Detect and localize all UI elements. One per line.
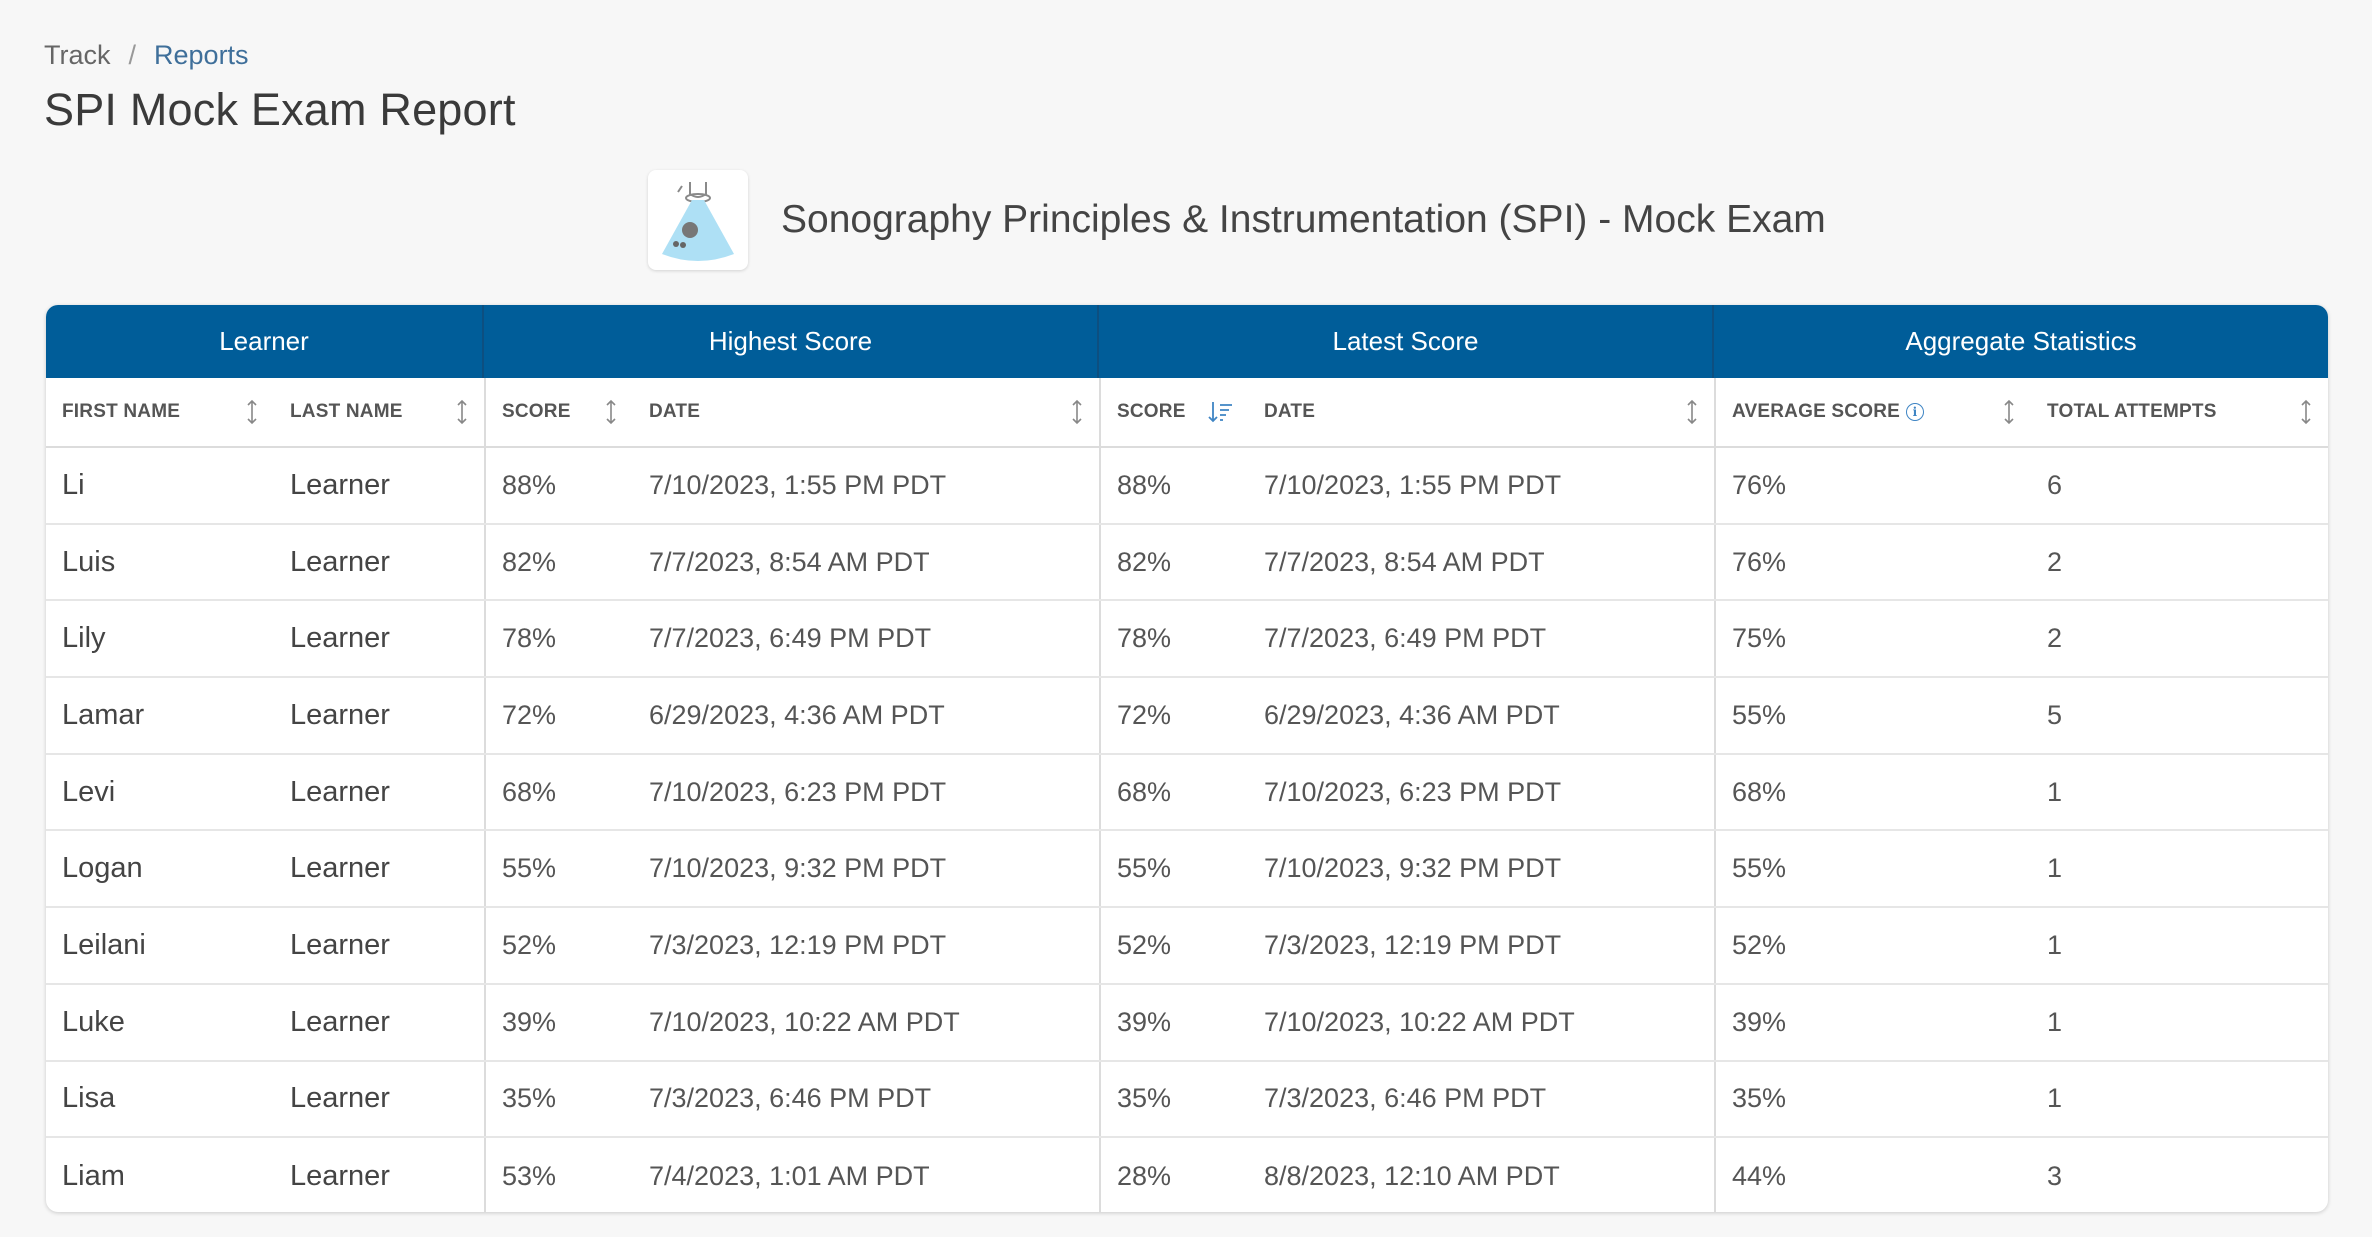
sort-icon[interactable] — [603, 398, 619, 426]
latest-score-cell: 88% — [1099, 448, 1248, 523]
average-score-cell: 76% — [1714, 525, 2031, 600]
sort-icon[interactable] — [1684, 398, 1700, 426]
column-header-first-name[interactable] — [46, 378, 274, 446]
highest-score-cell: 53% — [484, 1138, 633, 1212]
highest-score-cell: 68% — [484, 755, 633, 830]
table-row[interactable] — [46, 755, 2328, 832]
first-name-cell: Luke — [62, 1005, 125, 1038]
latest-date-cell: 7/10/2023, 1:55 PM PDT — [1264, 469, 1562, 500]
last-name-cell: Learner — [290, 852, 390, 885]
last-name-cell: Learner — [290, 698, 390, 731]
first-name-cell: Logan — [62, 852, 143, 885]
sort-descending-icon[interactable] — [1208, 398, 1234, 426]
group-header-highest-score: Highest Score — [484, 305, 1099, 378]
highest-date-cell: 7/3/2023, 12:19 PM PDT — [649, 929, 947, 960]
highest-score-cell: 55% — [484, 831, 633, 906]
group-header-row — [46, 305, 2328, 378]
highest-score-cell: 78% — [484, 601, 633, 676]
column-header-highest-date[interactable] — [633, 378, 1099, 446]
table-row[interactable] — [46, 1138, 2328, 1212]
group-header-latest-score: Latest Score — [1099, 305, 1714, 378]
sort-icon[interactable] — [244, 398, 260, 426]
highest-date-cell: 7/4/2023, 1:01 AM PDT — [649, 1161, 930, 1192]
column-header-label: AVERAGE SCORE — [1732, 401, 1900, 422]
latest-date-cell: 7/3/2023, 6:46 PM PDT — [1264, 1083, 1547, 1114]
first-name-cell: Levi — [62, 775, 116, 808]
column-header-label: LAST NAME — [290, 401, 403, 422]
latest-score-cell: 55% — [1099, 831, 1248, 906]
last-name-cell: Learner — [290, 1005, 390, 1038]
total-attempts-cell: 6 — [2047, 469, 2063, 500]
table-row[interactable] — [46, 1062, 2328, 1139]
breadcrumb-reports-link[interactable]: Reports — [154, 40, 249, 70]
latest-score-cell: 39% — [1099, 985, 1248, 1060]
group-header-aggregate-statistics: Aggregate Statistics — [1905, 326, 2137, 356]
average-score-cell: 75% — [1714, 601, 2031, 676]
latest-date-cell: 7/7/2023, 6:49 PM PDT — [1264, 623, 1547, 654]
latest-score-cell: 35% — [1099, 1062, 1248, 1137]
highest-date-cell: 7/7/2023, 6:49 PM PDT — [649, 623, 932, 654]
column-header-highest-score[interactable] — [484, 378, 633, 446]
last-name-cell: Learner — [290, 775, 390, 808]
highest-date-cell: 7/10/2023, 9:32 PM PDT — [649, 853, 947, 884]
first-name-cell: Lily — [62, 622, 106, 655]
latest-score-cell: 78% — [1099, 601, 1248, 676]
total-attempts-cell: 3 — [2047, 1161, 2063, 1192]
highest-date-cell: 6/29/2023, 4:36 AM PDT — [649, 699, 945, 730]
column-header-latest-score[interactable] — [1099, 378, 1248, 446]
average-score-cell: 55% — [1714, 678, 2031, 753]
table-row[interactable] — [46, 831, 2328, 908]
group-header-learner: Learner — [46, 305, 484, 378]
column-header-label: TOTAL ATTEMPTS — [2047, 401, 2217, 422]
table-row[interactable] — [46, 985, 2328, 1062]
column-header-last-name[interactable] — [274, 378, 484, 446]
total-attempts-cell: 2 — [2047, 623, 2063, 654]
highest-score-cell: 39% — [484, 985, 633, 1060]
last-name-cell: Learner — [290, 1082, 390, 1115]
latest-score-cell: 72% — [1099, 678, 1248, 753]
total-attempts-cell: 1 — [2047, 1006, 2063, 1037]
latest-date-cell: 7/3/2023, 12:19 PM PDT — [1264, 929, 1562, 960]
average-score-cell: 55% — [1714, 831, 2031, 906]
table-row[interactable] — [46, 908, 2328, 985]
latest-date-cell: 7/7/2023, 8:54 AM PDT — [1264, 546, 1545, 577]
info-icon[interactable]: i — [1906, 403, 1924, 421]
ultrasound-transducer-icon — [648, 170, 748, 270]
last-name-cell: Learner — [290, 928, 390, 961]
table-row[interactable] — [46, 525, 2328, 602]
column-header-latest-date[interactable] — [1248, 378, 1714, 446]
average-score-cell: 39% — [1714, 985, 2031, 1060]
latest-date-cell: 7/10/2023, 10:22 AM PDT — [1264, 1006, 1575, 1037]
table-row[interactable] — [46, 678, 2328, 755]
sort-icon[interactable] — [2298, 398, 2314, 426]
column-header-average-score[interactable] — [1714, 378, 2031, 446]
last-name-cell: Learner — [290, 468, 390, 501]
last-name-cell: Learner — [290, 545, 390, 578]
report-table — [46, 305, 2328, 1212]
latest-score-cell: 82% — [1099, 525, 1248, 600]
table-row[interactable] — [46, 601, 2328, 678]
highest-date-cell: 7/10/2023, 6:23 PM PDT — [649, 776, 947, 807]
last-name-cell: Learner — [290, 1160, 390, 1193]
highest-score-cell: 72% — [484, 678, 633, 753]
latest-score-cell: 28% — [1099, 1138, 1248, 1212]
total-attempts-cell: 1 — [2047, 776, 2063, 807]
column-header-label: DATE — [649, 401, 701, 422]
highest-score-cell: 82% — [484, 525, 633, 600]
column-header-row — [46, 378, 2328, 448]
average-score-cell: 52% — [1714, 908, 2031, 983]
last-name-cell: Learner — [290, 622, 390, 655]
sort-icon[interactable] — [1069, 398, 1085, 426]
course-title: Sonography Principles & Instrumentation (SPI) - Mock Exam — [781, 198, 1826, 241]
total-attempts-cell: 1 — [2047, 1083, 2063, 1114]
table-body — [46, 448, 2328, 1212]
breadcrumb-separator: / — [128, 40, 137, 70]
page-title: SPI Mock Exam Report — [44, 84, 516, 135]
column-header-total-attempts[interactable] — [2031, 378, 2328, 446]
column-header-label-group — [1732, 401, 1924, 423]
column-header-label: SCORE — [502, 401, 571, 422]
column-header-label: DATE — [1264, 401, 1316, 422]
highest-date-cell: 7/10/2023, 10:22 AM PDT — [649, 1006, 960, 1037]
total-attempts-cell: 1 — [2047, 929, 2063, 960]
average-score-cell: 35% — [1714, 1062, 2031, 1137]
sort-icon[interactable] — [2001, 398, 2017, 426]
breadcrumb-track-link[interactable]: Track — [44, 40, 111, 70]
latest-date-cell: 7/10/2023, 9:32 PM PDT — [1264, 853, 1562, 884]
latest-date-cell: 8/8/2023, 12:10 AM PDT — [1264, 1161, 1560, 1192]
first-name-cell: Leilani — [62, 928, 146, 961]
highest-date-cell: 7/10/2023, 1:55 PM PDT — [649, 469, 947, 500]
highest-score-cell: 88% — [484, 448, 633, 523]
total-attempts-cell: 1 — [2047, 853, 2063, 884]
total-attempts-cell: 5 — [2047, 699, 2063, 730]
sort-icon[interactable] — [454, 398, 470, 426]
highest-score-cell: 52% — [484, 908, 633, 983]
first-name-cell: Li — [62, 468, 85, 501]
latest-score-cell: 52% — [1099, 908, 1248, 983]
average-score-cell: 68% — [1714, 755, 2031, 830]
total-attempts-cell: 2 — [2047, 546, 2063, 577]
latest-date-cell: 6/29/2023, 4:36 AM PDT — [1264, 699, 1560, 730]
column-header-label: FIRST NAME — [62, 401, 181, 422]
latest-score-cell: 68% — [1099, 755, 1248, 830]
first-name-cell: Lisa — [62, 1082, 116, 1115]
breadcrumb — [44, 40, 249, 71]
highest-date-cell: 7/3/2023, 6:46 PM PDT — [649, 1083, 932, 1114]
latest-date-cell: 7/10/2023, 6:23 PM PDT — [1264, 776, 1562, 807]
highest-score-cell: 35% — [484, 1062, 633, 1137]
first-name-cell: Liam — [62, 1160, 125, 1193]
first-name-cell: Lamar — [62, 698, 145, 731]
first-name-cell: Luis — [62, 545, 116, 578]
column-header-label: SCORE — [1117, 401, 1186, 422]
course-header — [648, 170, 1826, 270]
average-score-cell: 76% — [1714, 448, 2031, 523]
average-score-cell: 44% — [1714, 1138, 2031, 1212]
table-row[interactable] — [46, 448, 2328, 525]
highest-date-cell: 7/7/2023, 8:54 AM PDT — [649, 546, 930, 577]
